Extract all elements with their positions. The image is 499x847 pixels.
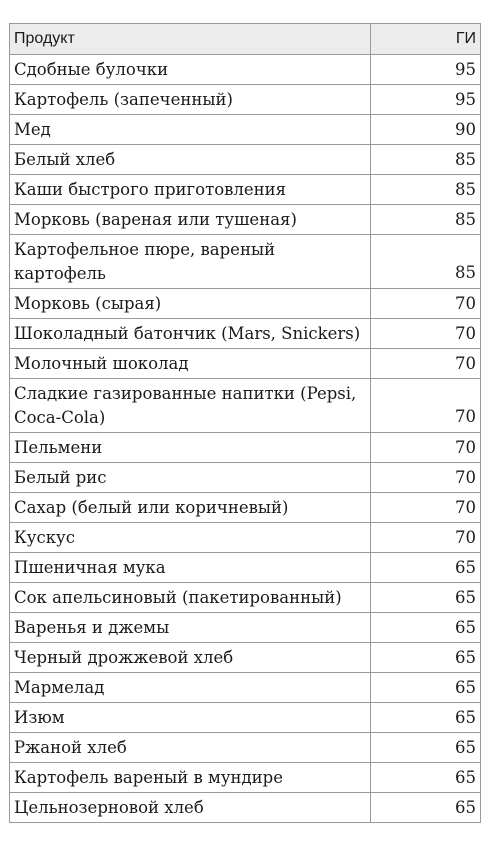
product-cell: Изюм bbox=[10, 703, 371, 733]
product-cell: Шоколадный батончик (Mars, Snickers) bbox=[10, 319, 371, 349]
product-cell: Цельнозерновой хлеб bbox=[10, 793, 371, 823]
table-row bbox=[10, 379, 481, 433]
product-cell: Картофельное пюре, вареный картофель bbox=[10, 235, 371, 289]
table-row bbox=[10, 673, 481, 703]
table-row bbox=[10, 319, 481, 349]
product-cell: Каши быстрого приготовления bbox=[10, 175, 371, 205]
table-row bbox=[10, 703, 481, 733]
table-row bbox=[10, 433, 481, 463]
product-cell: Сдобные булочки bbox=[10, 55, 371, 85]
product-cell: Ржаной хлеб bbox=[10, 733, 371, 763]
gi-cell: 70 bbox=[371, 523, 481, 553]
gi-cell: 70 bbox=[371, 433, 481, 463]
product-cell: Пшеничная мука bbox=[10, 553, 371, 583]
product-cell: Мармелад bbox=[10, 673, 371, 703]
gi-cell: 65 bbox=[371, 643, 481, 673]
product-cell: Кускус bbox=[10, 523, 371, 553]
table-row bbox=[10, 55, 481, 85]
gi-cell: 65 bbox=[371, 553, 481, 583]
product-cell: Мед bbox=[10, 115, 371, 145]
gi-cell: 95 bbox=[371, 55, 481, 85]
table-row bbox=[10, 793, 481, 823]
product-cell: Сахар (белый или коричневый) bbox=[10, 493, 371, 523]
table-row bbox=[10, 235, 481, 289]
product-cell: Сладкие газированные напитки (Pepsi, Coca-Cola) bbox=[10, 379, 371, 433]
product-cell: Картофель вареный в мундире bbox=[10, 763, 371, 793]
product-cell: Морковь (вареная или тушеная) bbox=[10, 205, 371, 235]
gi-cell: 70 bbox=[371, 289, 481, 319]
product-cell: Белый рис bbox=[10, 463, 371, 493]
product-cell: Пельмени bbox=[10, 433, 371, 463]
gi-cell: 85 bbox=[371, 145, 481, 175]
gi-cell: 70 bbox=[371, 493, 481, 523]
gi-cell: 70 bbox=[371, 463, 481, 493]
gi-cell: 85 bbox=[371, 205, 481, 235]
product-cell: Молочный шоколад bbox=[10, 349, 371, 379]
table-row bbox=[10, 349, 481, 379]
product-cell: Белый хлеб bbox=[10, 145, 371, 175]
product-cell: Морковь (сырая) bbox=[10, 289, 371, 319]
table-row bbox=[10, 289, 481, 319]
table-row bbox=[10, 613, 481, 643]
table-row bbox=[10, 175, 481, 205]
gi-cell: 65 bbox=[371, 613, 481, 643]
table-row bbox=[10, 763, 481, 793]
gi-cell: 95 bbox=[371, 85, 481, 115]
table-row bbox=[10, 205, 481, 235]
gi-cell: 70 bbox=[371, 319, 481, 349]
glycemic-index-table bbox=[9, 23, 481, 823]
gi-cell: 65 bbox=[371, 703, 481, 733]
product-cell: Сок апельсиновый (пакетированный) bbox=[10, 583, 371, 613]
table-row bbox=[10, 523, 481, 553]
table-row bbox=[10, 493, 481, 523]
column-header-gi: ГИ bbox=[371, 24, 481, 55]
gi-cell: 90 bbox=[371, 115, 481, 145]
gi-cell: 85 bbox=[371, 175, 481, 205]
table-row bbox=[10, 115, 481, 145]
gi-cell: 70 bbox=[371, 349, 481, 379]
column-header-product: Продукт bbox=[10, 24, 371, 55]
table-row bbox=[10, 643, 481, 673]
table-row bbox=[10, 733, 481, 763]
table-row bbox=[10, 583, 481, 613]
gi-cell: 65 bbox=[371, 793, 481, 823]
gi-cell: 65 bbox=[371, 583, 481, 613]
product-cell: Картофель (запеченный) bbox=[10, 85, 371, 115]
table-row bbox=[10, 145, 481, 175]
gi-cell: 65 bbox=[371, 673, 481, 703]
product-cell: Черный дрожжевой хлеб bbox=[10, 643, 371, 673]
table-header-row bbox=[10, 24, 481, 55]
gi-cell: 65 bbox=[371, 763, 481, 793]
table-row bbox=[10, 553, 481, 583]
gi-cell: 65 bbox=[371, 733, 481, 763]
product-cell: Варенья и джемы bbox=[10, 613, 371, 643]
table-row bbox=[10, 463, 481, 493]
gi-cell: 85 bbox=[371, 235, 481, 289]
gi-cell: 70 bbox=[371, 379, 481, 433]
table-row bbox=[10, 85, 481, 115]
